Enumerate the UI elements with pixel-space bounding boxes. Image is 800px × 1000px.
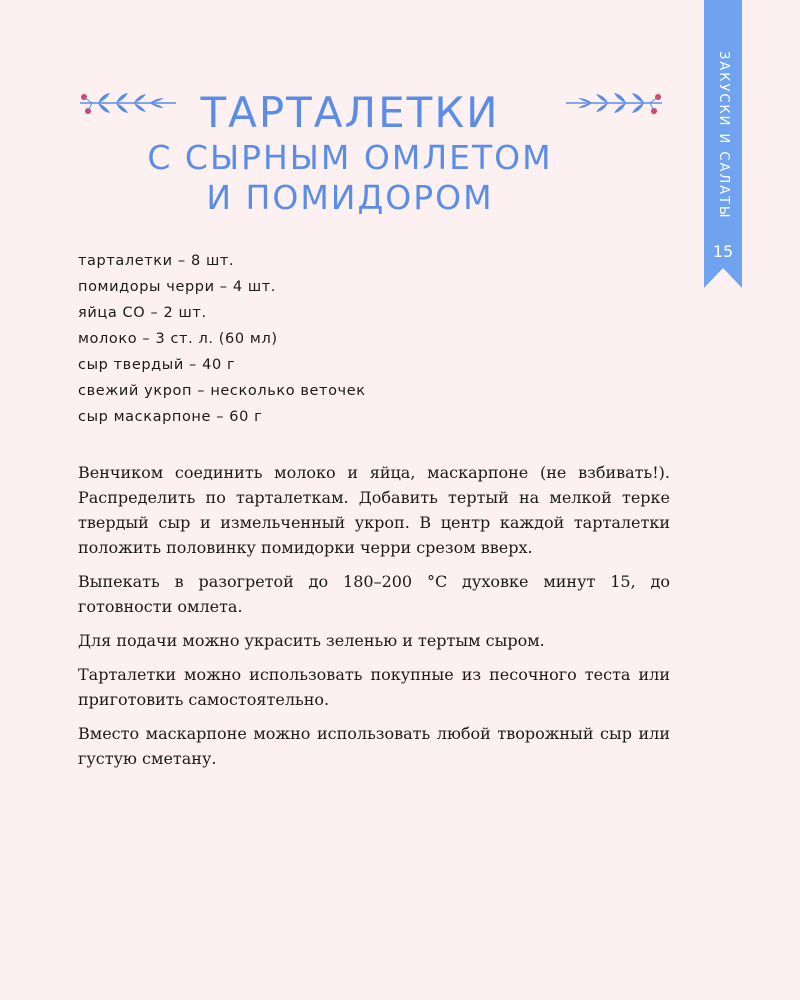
direction-paragraph: Венчиком соединить молоко и яйца, маскарпоне (не взбивать!). Распределить по тарталеткам. Добавить тертый на мелкой терке твердый сыр и измельченный укроп. В центр каждой тарталетки положить половинку помидорки черри срезом вверх. [78, 463, 670, 557]
direction-paragraph: Выпекать в разогретой до 180–200 °С духовке минут 15, до готовности омлета. [78, 572, 670, 616]
section-tab-notch [704, 268, 742, 288]
ingredient-item: яйца СО – 2 шт. [78, 305, 207, 321]
directions-text [78, 460, 670, 780]
ingredient-item: помидоры черри – 4 шт. [78, 279, 277, 295]
ingredient-item: тарталетки – 8 шт. [78, 253, 235, 269]
recipe-title [0, 88, 700, 218]
title-line-1: ТАРТАЛЕТКИ [200, 88, 500, 137]
ingredients-list [78, 248, 366, 430]
ingredient-item: молоко – 3 ст. л. (60 мл) [78, 331, 278, 347]
title-line-2: С СЫРНЫМ ОМЛЕТОМ [147, 138, 553, 177]
ingredient-item: сыр твердый – 40 г [78, 357, 236, 373]
page-number: 15 [712, 242, 734, 261]
title-line-3: И ПОМИДОРОМ [206, 178, 494, 217]
ingredient-item: сыр маскарпоне – 60 г [78, 409, 263, 425]
ingredient-item: свежий укроп – несколько веточек [78, 383, 366, 399]
section-label: ЗАКУСКИ И САЛАТЫ [716, 50, 731, 220]
direction-paragraph: Для подачи можно украсить зеленью и тертым сыром. [78, 631, 545, 650]
direction-paragraph: Тарталетки можно использовать покупные из песочного теста или приготовить самостоятельно. [78, 665, 670, 709]
direction-paragraph: Вместо маскарпоне можно использовать любой творожный сыр или густую сметану. [78, 724, 670, 768]
